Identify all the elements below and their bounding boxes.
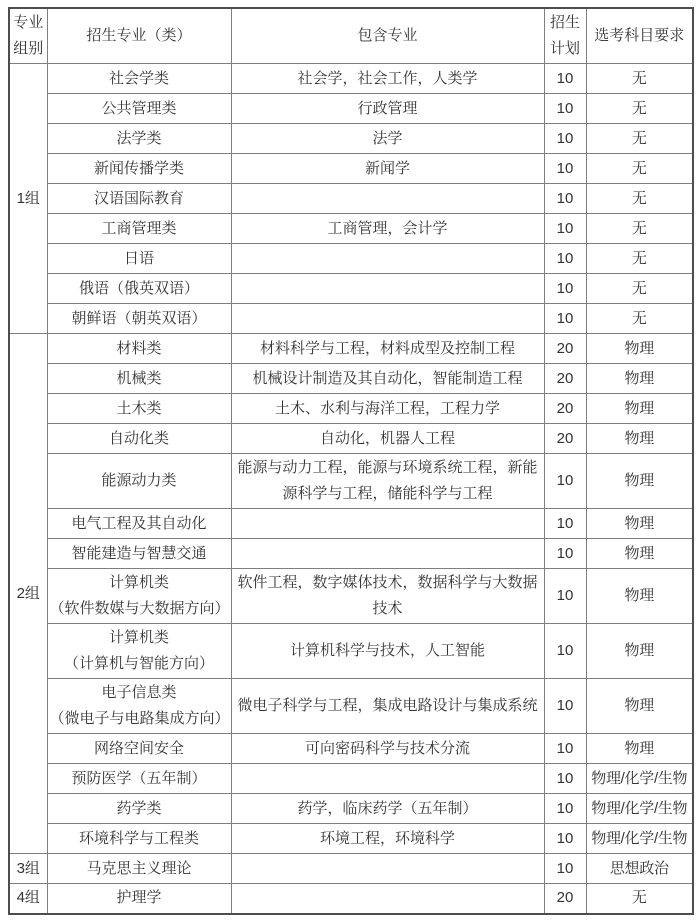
- table-row: [9, 884, 693, 914]
- plan-count-cell: 10: [544, 764, 586, 794]
- major-cell: 公共管理类: [47, 94, 231, 124]
- table-row: [9, 734, 693, 764]
- plan-count-cell: 10: [544, 734, 586, 764]
- includes-cell: 行政管理: [231, 94, 544, 124]
- col-header-plan-line1: 招生: [549, 14, 580, 31]
- subject-requirement-cell: 物理: [586, 569, 693, 624]
- subject-requirement-cell: 物理/化学/生物: [586, 794, 693, 824]
- includes-cell: 软件工程，数字媒体技术，数据科学与大数据技术: [231, 569, 544, 624]
- plan-count-cell: 10: [544, 154, 586, 184]
- plan-count-cell: 10: [544, 509, 586, 539]
- subject-requirement-cell: 物理: [586, 424, 693, 454]
- subject-requirement-cell: 物理: [586, 734, 693, 764]
- major-cell: 网络空间安全: [47, 734, 231, 764]
- major-cell: 土木类: [47, 394, 231, 424]
- table-row: [9, 64, 693, 94]
- plan-count-cell: 20: [544, 424, 586, 454]
- subject-requirement-cell: 物理: [586, 364, 693, 394]
- major-cell: 能源动力类: [47, 454, 231, 509]
- includes-cell: 社会学，社会工作，人类学: [231, 64, 544, 94]
- subject-requirement-cell: 物理: [586, 334, 693, 364]
- table-row: [9, 764, 693, 794]
- includes-cell: [231, 184, 544, 214]
- table-row: [9, 304, 693, 334]
- plan-count-cell: 10: [544, 539, 586, 569]
- table-row: [9, 679, 693, 734]
- subject-requirement-cell: 无: [586, 214, 693, 244]
- includes-cell: [231, 274, 544, 304]
- plan-count-cell: 10: [544, 244, 586, 274]
- group-label-cell: 2组: [9, 334, 47, 854]
- table-row: [9, 214, 693, 244]
- subject-requirement-cell: 物理: [586, 539, 693, 569]
- plan-count-cell: 10: [544, 854, 586, 884]
- table-row: [9, 364, 693, 394]
- table-row: [9, 509, 693, 539]
- major-cell: 预防医学（五年制）: [47, 764, 231, 794]
- includes-cell: 新闻学: [231, 154, 544, 184]
- plan-count-cell: 10: [544, 794, 586, 824]
- subject-requirement-cell: 无: [586, 884, 693, 914]
- group-label-cell: 1组: [9, 64, 47, 334]
- table-header: [9, 8, 693, 64]
- includes-cell: 材料科学与工程，材料成型及控制工程: [231, 334, 544, 364]
- table-row: [9, 334, 693, 364]
- includes-cell: 自动化，机器人工程: [231, 424, 544, 454]
- major-cell: 环境科学与工程类: [47, 824, 231, 854]
- table-row: [9, 539, 693, 569]
- includes-cell: [231, 764, 544, 794]
- table-row: [9, 794, 693, 824]
- subject-requirement-cell: 物理: [586, 624, 693, 679]
- includes-cell: 可向密码科学与技术分流: [231, 734, 544, 764]
- includes-cell: 工商管理，会计学: [231, 214, 544, 244]
- col-header-includes: 包含专业: [231, 8, 544, 64]
- includes-cell: [231, 539, 544, 569]
- col-header-group: [9, 8, 47, 64]
- subject-requirement-cell: 物理/化学/生物: [586, 824, 693, 854]
- major-cell: 电气工程及其自动化: [47, 509, 231, 539]
- plan-count-cell: 10: [544, 304, 586, 334]
- major-cell: 药学类: [47, 794, 231, 824]
- includes-cell: [231, 854, 544, 884]
- major-cell: 日语: [47, 244, 231, 274]
- group-label-cell: 3组: [9, 854, 47, 884]
- subject-requirement-cell: 无: [586, 154, 693, 184]
- major-direction: （计算机与智能方向）: [63, 655, 214, 672]
- table-row: [9, 454, 693, 509]
- major-cell: 俄语（俄英双语）: [47, 274, 231, 304]
- includes-cell: [231, 509, 544, 539]
- group-label-cell: 4组: [9, 884, 47, 914]
- plan-count-cell: 20: [544, 364, 586, 394]
- major-cell: 新闻传播学类: [47, 154, 231, 184]
- table-row: [9, 154, 693, 184]
- includes-cell: 土木、水利与海洋工程，工程力学: [231, 394, 544, 424]
- subject-requirement-cell: 无: [586, 64, 693, 94]
- subject-requirement-cell: 无: [586, 94, 693, 124]
- includes-cell: 能源与动力工程，能源与环境系统工程，新能源科学与工程，储能科学与工程: [231, 454, 544, 509]
- table-row: [9, 274, 693, 304]
- subject-requirement-cell: 无: [586, 274, 693, 304]
- plan-count-cell: 10: [544, 64, 586, 94]
- plan-count-cell: 10: [544, 214, 586, 244]
- major-cell: [47, 624, 231, 679]
- includes-cell: 药学，临床药学（五年制）: [231, 794, 544, 824]
- includes-cell: [231, 304, 544, 334]
- plan-count-cell: 10: [544, 184, 586, 214]
- includes-cell: 计算机科学与技术，人工智能: [231, 624, 544, 679]
- major-cell: [47, 679, 231, 734]
- major-cell: 护理学: [47, 884, 231, 914]
- plan-count-cell: 10: [544, 624, 586, 679]
- major-cell: 法学类: [47, 124, 231, 154]
- subject-requirement-cell: 物理: [586, 679, 693, 734]
- plan-count-cell: 10: [544, 679, 586, 734]
- includes-cell: 机械设计制造及其自动化，智能制造工程: [231, 364, 544, 394]
- major-cell: 智能建造与智慧交通: [47, 539, 231, 569]
- table-row: [9, 394, 693, 424]
- major-cell: 社会学类: [47, 64, 231, 94]
- table-body: [9, 64, 693, 914]
- table-row: [9, 824, 693, 854]
- subject-requirement-cell: 物理/化学/生物: [586, 764, 693, 794]
- major-cell: 马克思主义理论: [47, 854, 231, 884]
- table-row: [9, 569, 693, 624]
- major-name: 计算机类: [108, 629, 169, 646]
- subject-requirement-cell: 无: [586, 244, 693, 274]
- subject-requirement-cell: 无: [586, 124, 693, 154]
- col-header-major: 招生专业（类）: [47, 8, 231, 64]
- subject-requirement-cell: 物理: [586, 454, 693, 509]
- col-header-plan-line2: 计划: [549, 40, 580, 57]
- major-cell: 汉语国际教育: [47, 184, 231, 214]
- major-cell: 工商管理类: [47, 214, 231, 244]
- major-cell: 朝鲜语（朝英双语）: [47, 304, 231, 334]
- major-cell: [47, 569, 231, 624]
- plan-count-cell: 10: [544, 569, 586, 624]
- table-row: [9, 854, 693, 884]
- includes-cell: [231, 244, 544, 274]
- plan-count-cell: 20: [544, 334, 586, 364]
- col-header-group-line1: 专业: [13, 14, 44, 31]
- subject-requirement-cell: 无: [586, 304, 693, 334]
- major-name: 计算机类: [108, 574, 169, 591]
- subject-requirement-cell: 物理: [586, 394, 693, 424]
- plan-count-cell: 10: [544, 454, 586, 509]
- includes-cell: 法学: [231, 124, 544, 154]
- major-direction: （软件数媒与大数据方向）: [49, 600, 230, 617]
- col-header-subject: 选考科目要求: [586, 8, 693, 64]
- plan-count-cell: 10: [544, 274, 586, 304]
- table-row: [9, 244, 693, 274]
- table-row: [9, 624, 693, 679]
- col-header-group-line2: 组别: [13, 40, 44, 57]
- major-name: 电子信息类: [101, 684, 177, 701]
- col-header-plan: [544, 8, 586, 64]
- plan-count-cell: 10: [544, 124, 586, 154]
- admissions-plan-table: [8, 7, 694, 915]
- includes-cell: 微电子科学与工程，集成电路设计与集成系统: [231, 679, 544, 734]
- major-direction: （微电子与电路集成方向）: [49, 710, 230, 727]
- table-row: [9, 184, 693, 214]
- subject-requirement-cell: 物理: [586, 509, 693, 539]
- plan-count-cell: 10: [544, 94, 586, 124]
- table-row: [9, 124, 693, 154]
- plan-count-cell: 10: [544, 824, 586, 854]
- major-cell: 机械类: [47, 364, 231, 394]
- includes-cell: [231, 884, 544, 914]
- major-cell: 自动化类: [47, 424, 231, 454]
- plan-count-cell: 20: [544, 884, 586, 914]
- subject-requirement-cell: 思想政治: [586, 854, 693, 884]
- major-cell: 材料类: [47, 334, 231, 364]
- table-row: [9, 94, 693, 124]
- subject-requirement-cell: 无: [586, 184, 693, 214]
- header-row: [9, 8, 693, 64]
- table-row: [9, 424, 693, 454]
- plan-count-cell: 20: [544, 394, 586, 424]
- includes-cell: 环境工程，环境科学: [231, 824, 544, 854]
